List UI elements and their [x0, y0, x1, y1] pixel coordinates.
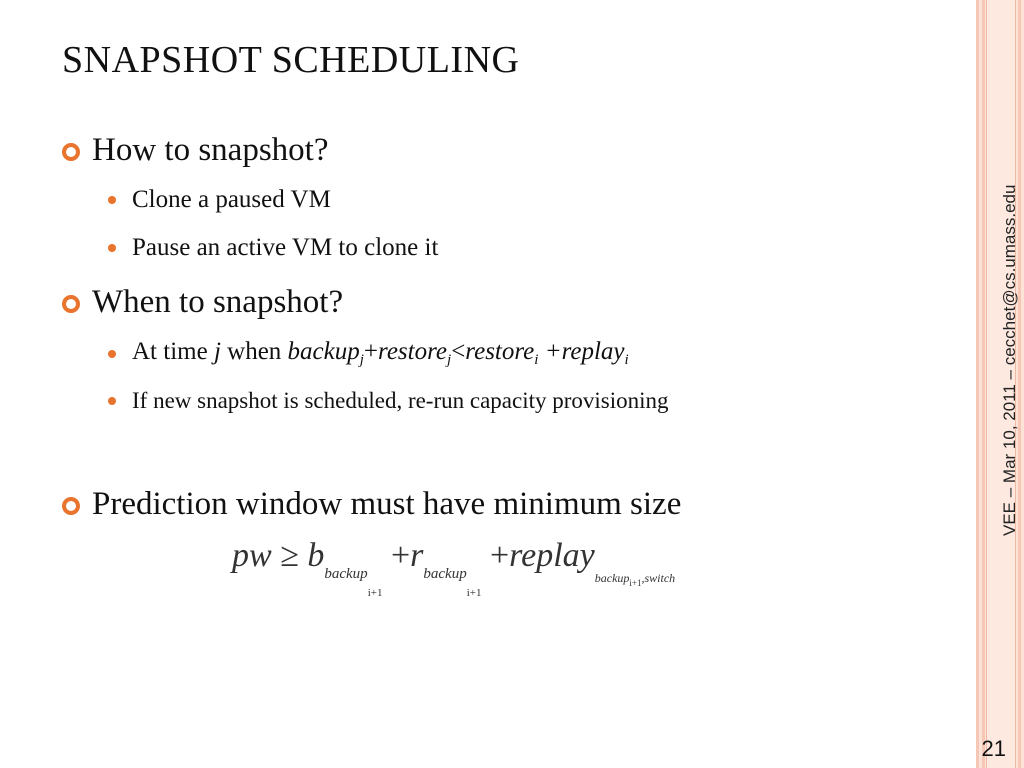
formula-replay: replay	[509, 537, 595, 574]
bullet-text: Prediction window must have minimum size	[92, 486, 682, 522]
sub-j: j	[447, 352, 452, 368]
sub-bullet-text: Pause an active VM to clone it	[132, 234, 439, 261]
term-replay: replay	[561, 338, 625, 365]
bullet-how-to-snapshot	[62, 132, 328, 169]
sub-bullet-text: If new snapshot is scheduled, re-run capacity provisioning	[132, 388, 669, 413]
formula-subsub: i+1	[629, 578, 642, 588]
formula-pw: pw	[232, 537, 272, 574]
orange-dot-bullet-icon	[108, 196, 116, 204]
sub-j: j	[359, 352, 364, 368]
bullet-prediction-window	[62, 486, 681, 523]
text-at-time: At time	[132, 338, 214, 365]
op-less-than: <	[451, 338, 466, 365]
orange-dot-bullet-icon	[108, 244, 116, 252]
term-restore: restore	[378, 338, 448, 365]
formula-subsub: i+1	[367, 587, 383, 599]
sub-bullet-at-time-j	[108, 338, 629, 369]
bullet-text: How to snapshot?	[92, 132, 329, 168]
formula-plus: +	[382, 537, 411, 574]
bullet-when-to-snapshot	[62, 284, 343, 321]
formula-subsub: i+1	[466, 587, 482, 599]
slide-title: SNAPSHOT SCHEDULING	[62, 39, 520, 81]
bullet-text: When to snapshot?	[92, 284, 344, 320]
orange-ring-bullet-icon	[62, 143, 80, 161]
formula-geq: ≥	[271, 537, 308, 574]
op-plus: +	[538, 338, 562, 365]
sub-bullet-text	[132, 338, 629, 369]
formula-plus: +	[481, 537, 510, 574]
sub-i: i	[534, 352, 539, 368]
page-number: 21	[981, 736, 1006, 761]
orange-ring-bullet-icon	[62, 497, 80, 515]
formula-b: b	[307, 537, 325, 574]
op-plus: +	[363, 338, 379, 365]
term-backup: backup	[287, 338, 360, 365]
sub-bullet-pause-active	[108, 234, 438, 262]
formula-sub-backup: backup	[324, 566, 368, 582]
orange-ring-bullet-icon	[62, 295, 80, 313]
orange-dot-bullet-icon	[108, 350, 116, 358]
var-j: j	[213, 338, 221, 365]
formula-sub-switch: ,switch	[641, 571, 676, 585]
formula-sub-backup: backup	[423, 566, 467, 582]
vertical-footer: VEE – Mar 10, 2011 – cecchet@cs.umass.edu	[1000, 184, 1019, 536]
prediction-window-formula	[232, 537, 676, 599]
term-restore: restore	[465, 338, 535, 365]
sub-i: i	[624, 352, 629, 368]
formula-sub-backup: backup	[594, 571, 630, 585]
sub-bullet-text: Clone a paused VM	[132, 186, 331, 213]
sub-bullet-rerun-provisioning	[108, 388, 669, 414]
formula-r: r	[410, 537, 424, 574]
sub-bullet-clone-paused	[108, 186, 331, 214]
text-when: when	[220, 338, 288, 365]
orange-dot-bullet-icon	[108, 397, 116, 405]
